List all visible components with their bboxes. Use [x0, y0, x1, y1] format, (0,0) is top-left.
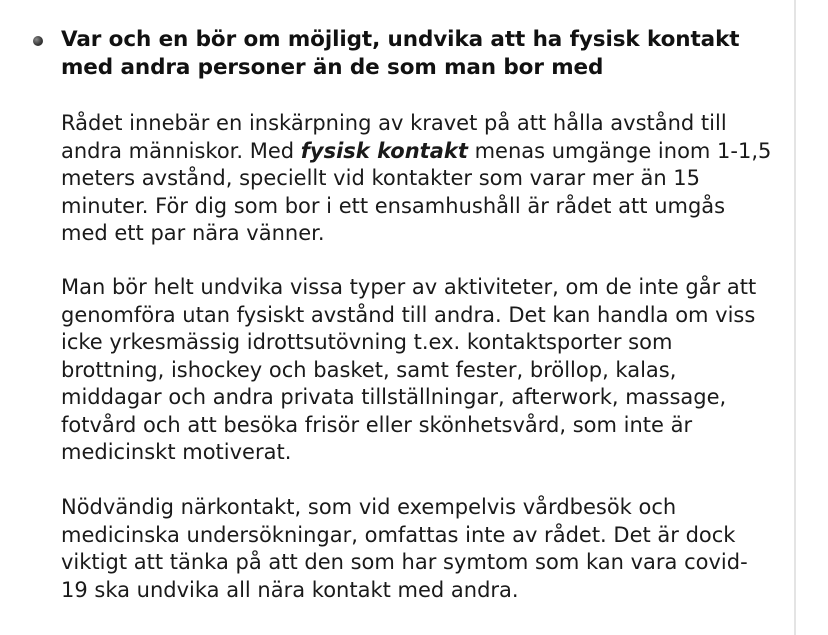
- paragraph-physical-contact: [61, 110, 773, 248]
- emphasis-fysisk-kontakt: fysisk kontakt: [300, 138, 468, 163]
- paragraph1-text-end: menas umgänge inom 1-1,5 meters avstånd, speciellt vid kontakter som varar mer än 15 minuter. För dig som bor i ett ensamhushåll är rådet att umgås med ett par nära vänner.: [61, 138, 772, 245]
- advice-heading-line1: Var och en bör om möjligt, undvika att ha fysisk kontakt: [61, 27, 740, 52]
- paragraph-necessary-contact: Nödvändig närkontakt, som vid exempelvis vårdbesök och medicinska undersökningar, omfattas inte av rådet. Det är dock viktigt att tänka på att den som har symtom som kan vara covid-19 ska undvika all nära kontakt med andra.: [61, 495, 748, 602]
- paragraph-activities: Man bör helt undvika vissa typer av aktiviteter, om de inte går att genomföra utan fysiskt avstånd till andra. Det kan handla om viss icke yrkesmässig idrottsutövning t.ex. kontaktsporter som brottning, ishockey och basket, samt fester, bröllop, kalas, middagar och andra privata tillställningar, afterwork, massage, fotvård och att besöka frisör eller skönhetsvård, som inte är medicinskt motiverat.: [61, 275, 757, 464]
- content-border: [794, 0, 796, 635]
- paragraph1-text-start: Rådet innebär en inskärpning av kravet på att hålla avstånd till andra människor. Med: [61, 111, 727, 163]
- advice-heading: [30, 26, 770, 82]
- advice-heading-line2: med andra personer än de som man bor med: [61, 55, 604, 80]
- advice-list-item: [30, 26, 770, 82]
- bullet-icon: [33, 36, 43, 46]
